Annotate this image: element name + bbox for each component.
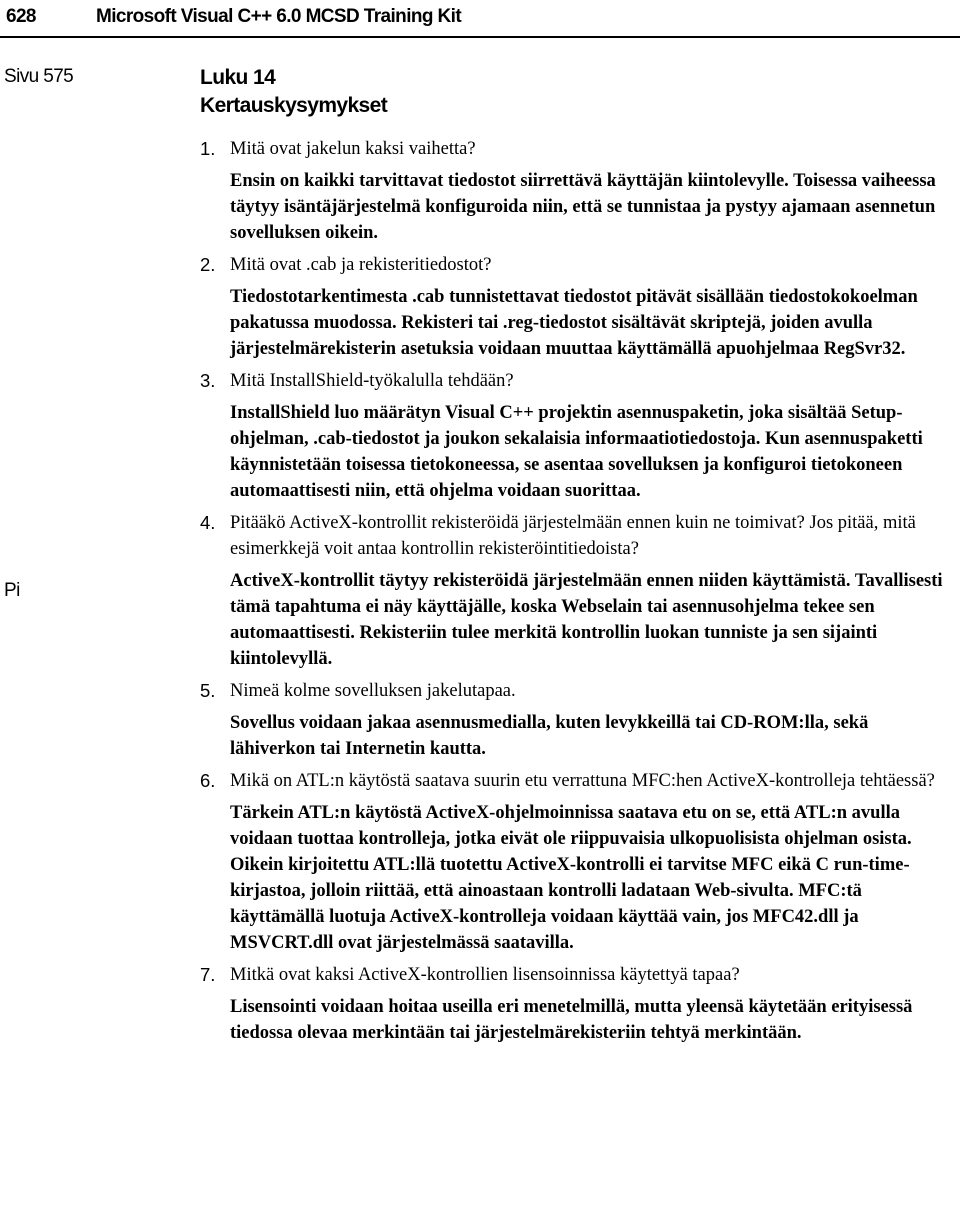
- answer-text: Sovellus voidaan jakaa asennusmedialla, kuten levykkeillä tai CD-ROM:lla, sekä lähiverkon tai Internetin kautta.: [230, 713, 869, 759]
- qa-item-6: [200, 768, 956, 956]
- question-text: Mitä InstallShield-työkalulla tehdään?: [230, 371, 514, 391]
- question: [200, 962, 956, 988]
- book-title: Microsoft Visual C++ 6.0 MCSD Training Kit: [96, 6, 462, 27]
- question-number: 2.: [200, 254, 216, 275]
- question: [200, 768, 956, 794]
- review-questions: [200, 136, 956, 1052]
- question: [200, 368, 956, 394]
- question: [200, 252, 956, 278]
- answer-text: Lisensointi voidaan hoitaa useilla eri menetelmillä, mutta yleensä käytetään erityisessä tiedossa olevaa merkintään tai järjestelmärekisteriin tehtyä merkintään.: [230, 997, 913, 1043]
- question-text: Mitkä ovat kaksi ActiveX-kontrollien lisensoinnissa käytettyä tapaa?: [230, 965, 740, 985]
- answer-text: Tiedostotarkentimesta .cab tunnistettavat tiedostot pitävät sisällään tiedostokokoelman pakatussa muodossa. Rekisteri tai .reg-tiedostot sisältävät skriptejä, joiden avulla järjestelmärekisterin asetuksia voidaan muuttaa käyttämällä apuohjelmaa RegSvr32.: [230, 287, 918, 359]
- question: [200, 136, 956, 162]
- qa-item-5: [200, 678, 956, 762]
- chapter-number: Luku 14: [200, 66, 276, 89]
- qa-item-1: [200, 136, 956, 246]
- question-text: Mitä ovat .cab ja rekisteritiedostot?: [230, 255, 492, 275]
- qa-item-3: [200, 368, 956, 504]
- question-number: 7.: [200, 964, 216, 985]
- page-header: [0, 0, 960, 40]
- answer-text: Tärkein ATL:n käytöstä ActiveX-ohjelmoinnissa saatava etu on se, että ATL:n avulla voidaan tuottaa kontrolleja, jotka eivät ole riippuvaisia ulkopuolisista ohjelman osista. Oikein kirjoitettu ATL:llä tuotettu ActiveX-kontrolli ei tarvitse MFC eikä C run-time-kirjastoa, jolloin riittää, että ainoastaan kontrolli ladataan Web-sivulta. MFC:tä käyttämällä luotuja ActiveX-kontrolleja voidaan käyttää vain, jos MFC42.dll ja MSVCRT.dll ovat järjestelmässä saatavilla.: [230, 803, 912, 953]
- margin-page-reference: Sivu 575: [4, 66, 74, 87]
- chapter-heading: [200, 64, 387, 120]
- qa-item-2: [200, 252, 956, 362]
- question-text: Pitääkö ActiveX-kontrollit rekisteröidä järjestelmään ennen kuin ne toimivat? Jos pitää, mitä esimerkkejä voit antaa kontrollin rekisteröintitiedoista?: [230, 513, 916, 559]
- margin-note: Pi: [4, 580, 20, 601]
- qa-item-4: [200, 510, 956, 672]
- question-number: 6.: [200, 770, 216, 791]
- question-text: Mikä on ATL:n käytöstä saatava suurin etu verrattuna MFC:hen ActiveX-kontrolleja tehtäessä?: [230, 771, 935, 791]
- page-number: 628: [6, 6, 36, 27]
- chapter-title: Kertauskysymykset: [200, 94, 388, 117]
- answer-text: Ensin on kaikki tarvittavat tiedostot siirrettävä käyttäjän kiintolevylle. Toisessa vaiheessa täytyy isäntäjärjestelmä konfiguroida niin, että se tunnistaa ja pystyy ajamaan asennetun sovelluksen oikein.: [230, 171, 936, 243]
- question-number: 3.: [200, 370, 216, 391]
- question: [200, 678, 956, 704]
- question-text: Nimeä kolme sovelluksen jakelutapaa.: [230, 681, 516, 701]
- question-number: 5.: [200, 680, 216, 701]
- header-rule: [0, 36, 960, 38]
- question-number: 1.: [200, 138, 216, 159]
- answer-text: InstallShield luo määrätyn Visual C++ projektin asennuspaketin, joka sisältää Setup-ohjelman, .cab-tiedostot ja joukon sekalaisia informaatiotiedostoja. Kun asennuspaketti käynnistetään toisessa tietokoneessa, se asentaa sovelluksen ja konfiguroi tietokoneen automaattisesti niin, että ohjelma voidaan suorittaa.: [230, 403, 923, 501]
- question: [200, 510, 956, 562]
- question-number: 4.: [200, 512, 216, 533]
- question-text: Mitä ovat jakelun kaksi vaihetta?: [230, 139, 476, 159]
- answer-text: ActiveX-kontrollit täytyy rekisteröidä järjestelmään ennen niiden käyttämistä. Tavallisesti tämä tapahtuma ei näy käyttäjälle, koska Webselain tai asennusohjelma tekee sen automaattisesti. Rekisteriin tulee merkitä kontrollin luokan tunniste ja sen sijainti kiintolevyllä.: [230, 571, 943, 669]
- qa-item-7: [200, 962, 956, 1046]
